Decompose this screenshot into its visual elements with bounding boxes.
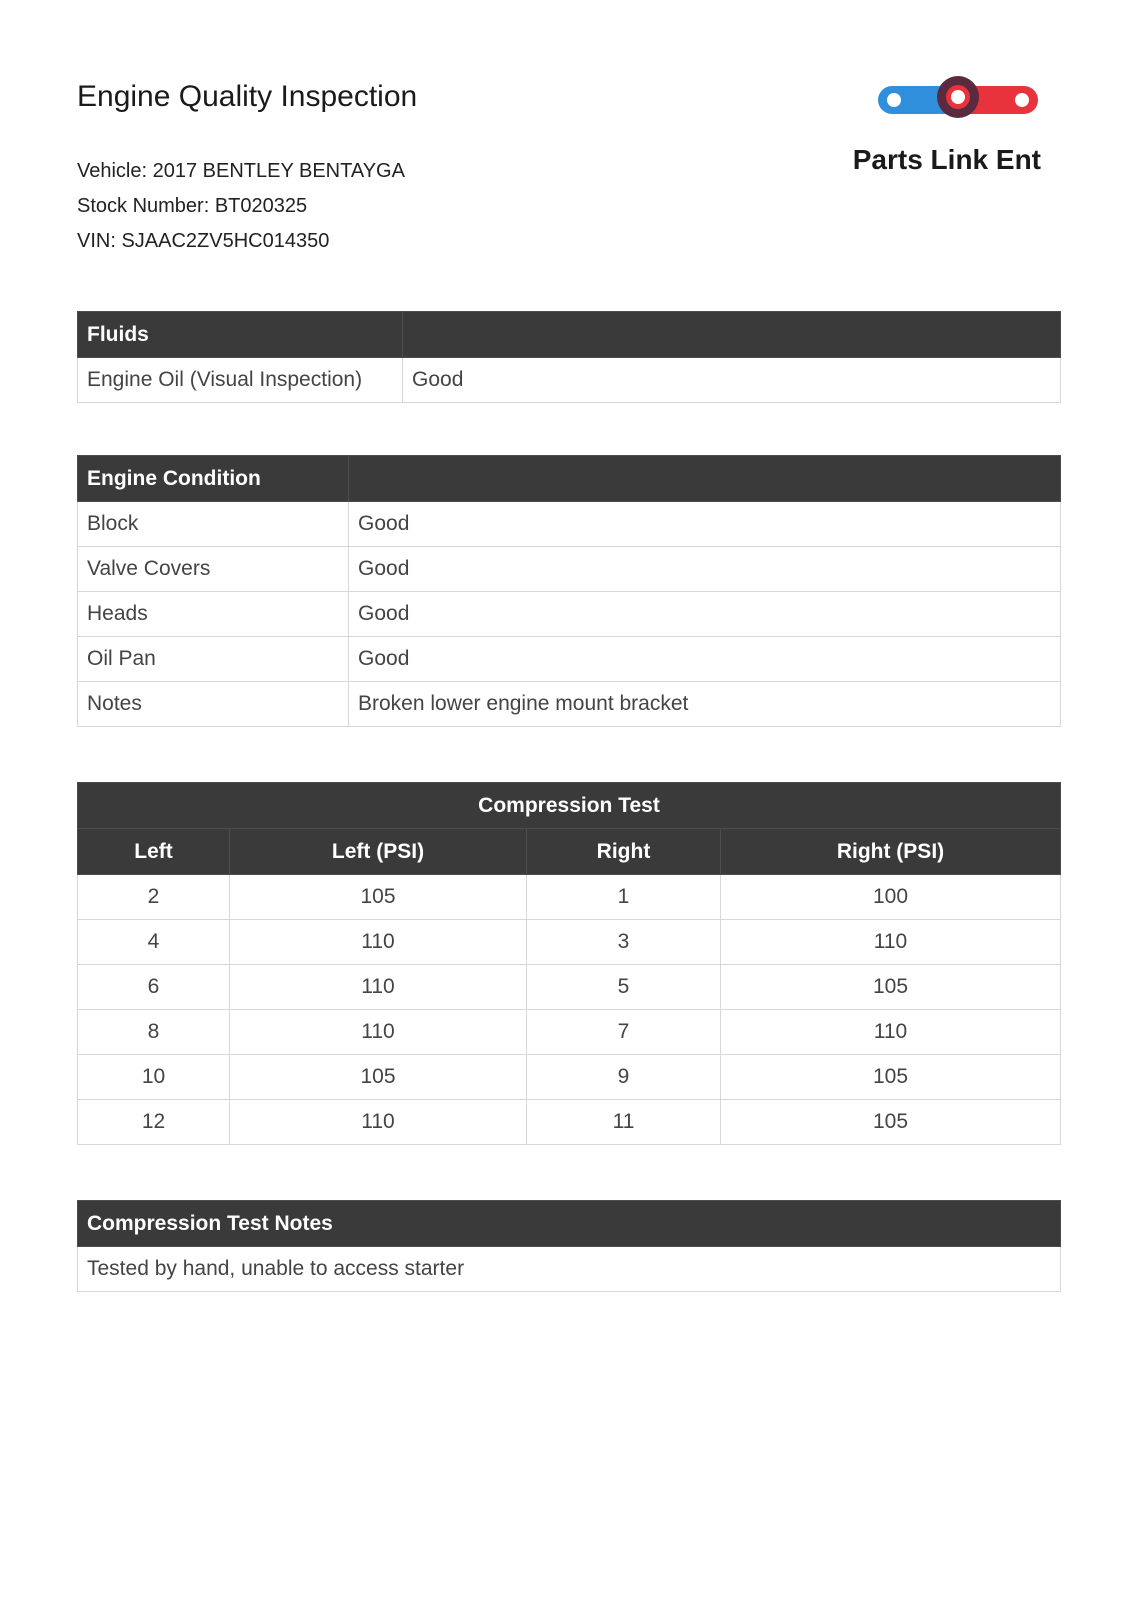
table-cell: 4 [78, 920, 230, 965]
table-cell: 110 [230, 965, 527, 1010]
table-header-row [78, 312, 1061, 358]
compression-notes-title: Compression Test Notes [78, 1201, 1061, 1247]
table-cell: 100 [721, 875, 1061, 920]
vin-line: VIN: SJAAC2ZV5HC014350 [77, 230, 330, 252]
chain-link-logo-icon [876, 74, 1041, 126]
row-label: Oil Pan [78, 637, 349, 682]
table-header-row [78, 1201, 1061, 1247]
table-row [78, 920, 1061, 965]
column-header: Right [527, 829, 721, 875]
row-label: Valve Covers [78, 547, 349, 592]
table-row [78, 682, 1061, 727]
row-value: Good [349, 592, 1061, 637]
column-header: Right (PSI) [721, 829, 1061, 875]
table-cell: 110 [230, 1100, 527, 1145]
table-row [78, 1247, 1061, 1292]
table-row [78, 358, 1061, 403]
vehicle-info [77, 154, 405, 259]
row-label: Block [78, 502, 349, 547]
column-header-row [78, 829, 1061, 875]
table-cell: 110 [230, 920, 527, 965]
row-value: Good [403, 358, 1061, 403]
row-label: Heads [78, 592, 349, 637]
brand-name: Parts Link Ent [852, 144, 1041, 175]
compression-notes-table [77, 1200, 1061, 1292]
table-header-empty [349, 456, 1061, 502]
table-row [78, 1055, 1061, 1100]
page-title: Engine Quality Inspection [77, 80, 418, 113]
engine-condition-title: Engine Condition [78, 456, 349, 502]
table-header-row [78, 456, 1061, 502]
table-cell: 6 [78, 965, 230, 1010]
row-value: Good [349, 547, 1061, 592]
table-row [78, 637, 1061, 682]
stock-number-line: Stock Number: BT020325 [77, 195, 308, 217]
table-cell: 110 [721, 920, 1061, 965]
table-header-row [78, 783, 1061, 829]
fluids-table [77, 311, 1061, 403]
brand-block [801, 70, 1041, 180]
fluids-title: Fluids [78, 312, 403, 358]
table-cell: 7 [527, 1010, 721, 1055]
row-value: Broken lower engine mount bracket [349, 682, 1061, 727]
row-value: Good [349, 637, 1061, 682]
table-cell: 10 [78, 1055, 230, 1100]
table-cell: 105 [230, 1055, 527, 1100]
table-cell: 105 [230, 875, 527, 920]
row-label: Engine Oil (Visual Inspection) [78, 358, 403, 403]
table-cell: 105 [721, 1100, 1061, 1145]
table-cell: 8 [78, 1010, 230, 1055]
table-cell: 110 [230, 1010, 527, 1055]
table-row [78, 875, 1061, 920]
engine-condition-table [77, 455, 1061, 727]
table-cell: 105 [721, 1055, 1061, 1100]
compression-test-title: Compression Test [78, 783, 1061, 829]
table-header-empty [403, 312, 1061, 358]
table-cell: 3 [527, 920, 721, 965]
compression-test-table [77, 782, 1061, 1145]
vehicle-line: Vehicle: 2017 BENTLEY BENTAYGA [77, 160, 405, 182]
table-cell: 12 [78, 1100, 230, 1145]
table-row [78, 1010, 1061, 1055]
table-cell: 5 [527, 965, 721, 1010]
table-row [78, 547, 1061, 592]
column-header: Left (PSI) [230, 829, 527, 875]
compression-notes-text: Tested by hand, unable to access starter [78, 1247, 1061, 1292]
table-row [78, 502, 1061, 547]
table-row [78, 1100, 1061, 1145]
row-value: Good [349, 502, 1061, 547]
row-label: Notes [78, 682, 349, 727]
table-cell: 1 [527, 875, 721, 920]
table-cell: 110 [721, 1010, 1061, 1055]
table-cell: 105 [721, 965, 1061, 1010]
table-row [78, 592, 1061, 637]
table-row [78, 965, 1061, 1010]
column-header: Left [78, 829, 230, 875]
table-cell: 11 [527, 1100, 721, 1145]
table-cell: 2 [78, 875, 230, 920]
table-cell: 9 [527, 1055, 721, 1100]
